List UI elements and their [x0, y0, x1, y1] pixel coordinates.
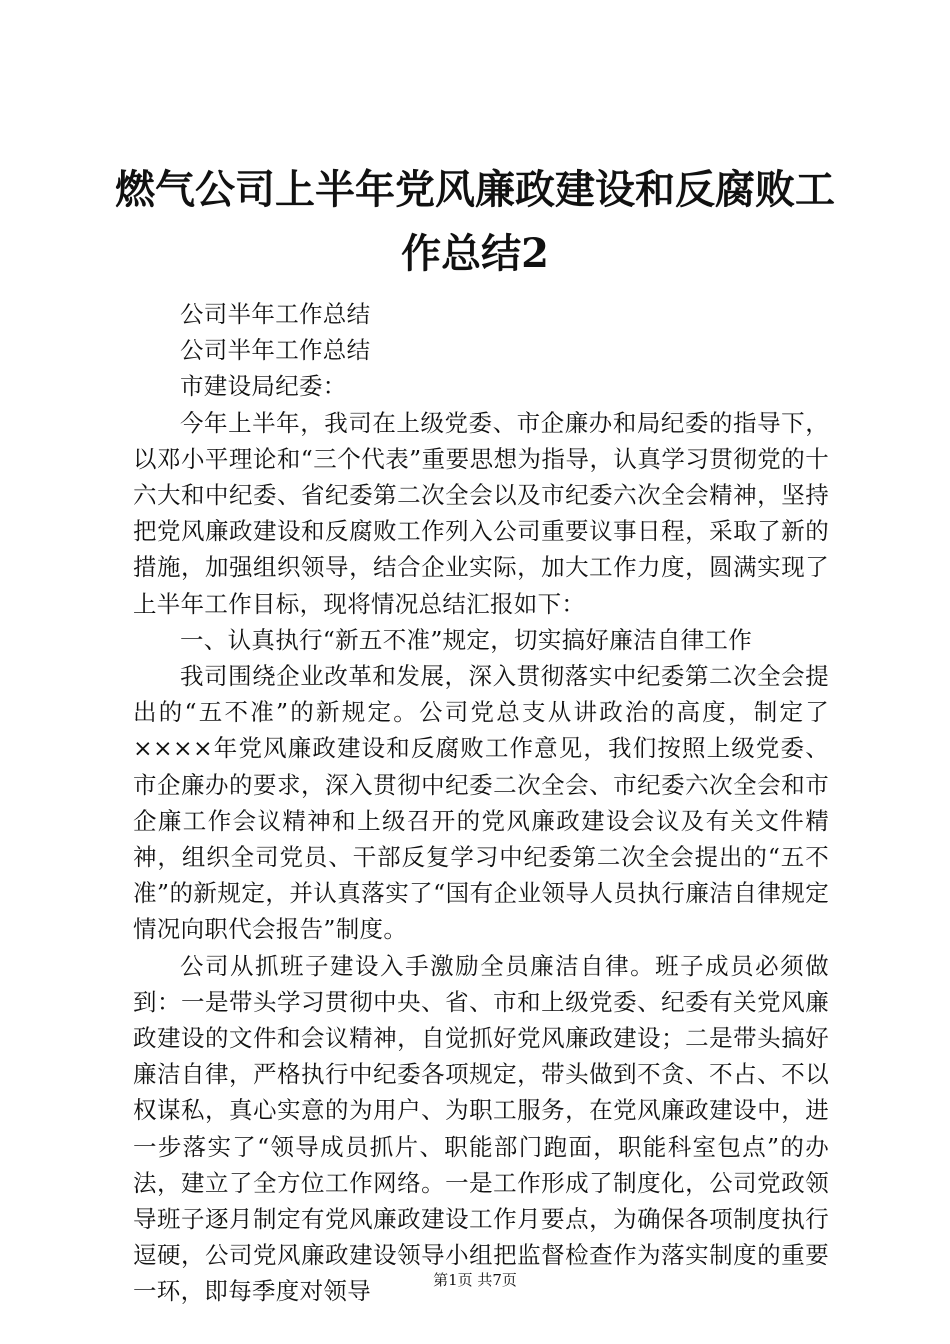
paragraph-intro: 今年上半年，我司在上级党委、市企廉办和局纪委的指导下，以邓小平理论和“三个代表”重要思想为指导，认真学习贯彻党的十六大和中纪委、省纪委第二次全会以及市纪委六次全会精神，坚持把党风廉政建设和反腐败工作列入公司重要议事日程，采取了新的措施，加强组织领导，结合企业实际，加大工作力度，圆满实现了上半年工作目标，现将情况总结汇报如下：: [133, 408, 829, 618]
page-number: 第1页 共7页: [433, 1271, 517, 1289]
section-heading-1: 一、认真执行“新五不准”规定，切实搞好廉洁自律工作: [180, 625, 753, 654]
paragraph-section-1: 我司围绕企业改革和发展，深入贯彻落实中纪委第二次全会提出的“五不准”的新规定。公司党总支从讲政治的高度，制定了××××年党风廉政建设和反腐败工作意见，我们按照上级党委、市企廉办的要求，深入贯彻中纪委二次全会、市纪委六次全会和市企廉工作会议精神和上级召开的党风廉政建设会议及有关文件精神，组织全司党员、干部反复学习中纪委第二次全会提出的“五不准”的新规定，并认真落实了“国有企业领导人员执行廉洁自律规定情况向职代会报告”制度。: [133, 662, 829, 944]
document-body: [133, 296, 829, 1310]
paragraph-heading-1: 公司半年工作总结: [180, 300, 371, 328]
paragraph-heading-2: 公司半年工作总结: [180, 336, 371, 365]
paragraph-addressee: 市建设局纪委：: [180, 372, 347, 401]
paragraph-leadership: 公司从抓班子建设入手激励全员廉洁自律。班子成员必须做到：一是带头学习贯彻中央、省、市和上级党委、纪委有关党风廉政建设的文件和会议精神，自觉抓好党风廉政建设；二是带头搞好廉洁自律，严格执行中纪委各项规定，带头做到不贪、不占、不以权谋私，真心实意的为用户、为职工服务，在党风廉政建设中，进一步落实了“领导成员抓片、职能部门跑面，职能科室包点”的办法，建立了全方位工作网络。一是工作形成了制度化，公司党政领导班子逐月制定有党风廉政建设工作月要点，为确保各项制度执行逗硬，公司党风廉政建设领导小组把监督检查作为落实制度的重要一环，即每季度对领导: [133, 951, 829, 1306]
document-title: 燃气公司上半年党风廉政建设和反腐败工作总结2: [115, 166, 835, 277]
